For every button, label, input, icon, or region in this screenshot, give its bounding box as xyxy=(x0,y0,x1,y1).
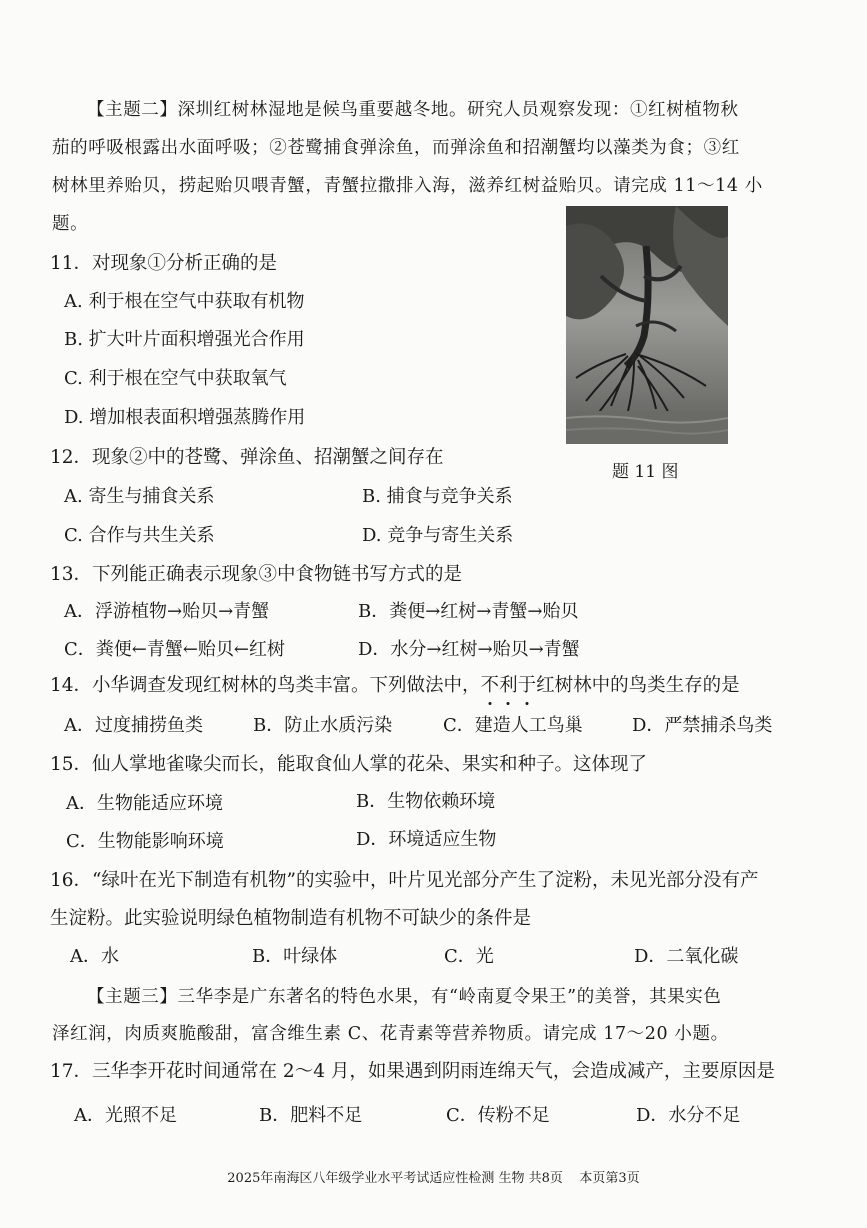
q15-option-a: A．生物能适应环境 xyxy=(66,793,223,814)
q11-option-c: C. 利于根在空气中获取氧气 xyxy=(64,368,287,389)
q12-option-d: D. 竞争与寄生关系 xyxy=(362,525,514,546)
q15-option-b: B．生物依赖环境 xyxy=(356,791,496,812)
theme3-intro-line1: 【主题三】三华李是广东著名的特色水果，有“岭南夏令果王”的美誉，其果实色 xyxy=(87,987,722,1007)
q14-emphasis-2: 利 xyxy=(499,675,518,696)
figure-caption: 题 11 图 xyxy=(612,462,679,482)
q13-option-d: D．水分→红树→贻贝→青蟹 xyxy=(358,639,580,660)
q12-option-b: B. 捕食与竞争关系 xyxy=(362,486,513,507)
q11-option-b: B. 扩大叶片面积增强光合作用 xyxy=(64,329,305,350)
q16-option-d: D．二氧化碳 xyxy=(634,946,739,967)
page-footer: 2025年南海区八年级学业水平考试适应性检测 生物 共8页 本页第3页 xyxy=(227,1171,640,1186)
q17-option-a: A．光照不足 xyxy=(74,1105,177,1126)
q16-stem-line2: 生淀粉。此实验说明绿色植物制造有机物不可缺少的条件是 xyxy=(50,908,532,929)
q12-option-a: A. 寄生与捕食关系 xyxy=(64,486,215,507)
q16-option-a: A．水 xyxy=(70,946,119,967)
mangrove-photo xyxy=(566,206,728,444)
q11-stem: 11．对现象①分析正确的是 xyxy=(50,253,278,274)
q14-option-a: A．过度捕捞鱼类 xyxy=(64,715,203,736)
q16-option-c: C．光 xyxy=(444,946,494,967)
q14-option-c: C．建造人工鸟巢 xyxy=(443,715,583,736)
q14-emphasis-3: 于 xyxy=(517,675,537,696)
q14-option-b: B．防止水质污染 xyxy=(253,715,393,736)
q13-stem: 13．下列能正确表示现象③中食物链书写方式的是 xyxy=(50,564,463,585)
q15-option-c: C．生物能影响环境 xyxy=(66,831,224,852)
theme2-intro-line4: 题。 xyxy=(52,214,89,234)
q12-stem: 12．现象②中的苍鹭、弹涂鱼、招潮蟹之间存在 xyxy=(50,447,444,468)
q14-option-d: D．严禁捕杀鸟类 xyxy=(632,715,773,736)
q16-stem-line1: 16．“绿叶在光下制造有机物”的实验中，叶片见光部分产生了淀粉，未见光部分没有产 xyxy=(50,870,759,891)
q11-option-d: D. 增加根表面积增强蒸腾作用 xyxy=(64,407,306,428)
theme2-intro-line2: 茄的呼吸根露出水面呼吸；②苍鹭捕食弹涂鱼，而弹涂鱼和招潮蟹均以藻类为食；③红 xyxy=(52,138,740,158)
q14-emphasis-1: 不 xyxy=(480,675,500,696)
q17-option-d: D．水分不足 xyxy=(636,1105,741,1126)
q16-option-b: B．叶绿体 xyxy=(252,946,338,967)
theme3-intro-line2: 泽红润，肉质爽脆酸甜，富含维生素 C、花青素等营养物质。请完成 17～20 小题。 xyxy=(52,1024,729,1044)
theme2-intro-line1: 【主题二】深圳红树林湿地是候鸟重要越冬地。研究人员观察发现：①红树植物秋 xyxy=(87,100,739,120)
q17-option-b: B．肥料不足 xyxy=(259,1105,363,1126)
q13-option-b: B．粪便→红树→青蟹→贻贝 xyxy=(358,601,579,622)
theme2-intro-line3: 树林里养贻贝，捞起贻贝喂青蟹，青蟹拉撒排入海，滋养红树益贻贝。请完成 11～14 小 xyxy=(52,176,763,196)
q17-option-c: C．传粉不足 xyxy=(446,1105,550,1126)
q11-option-a: A. 利于根在空气中获取有机物 xyxy=(64,291,305,312)
q15-option-d: D．环境适应生物 xyxy=(356,829,497,850)
q13-option-c: C．粪便←青蟹←贻贝←红树 xyxy=(64,639,286,660)
q14-stem-pre: 14．小华调查发现红树林的鸟类丰富。下列做法中， xyxy=(50,675,481,696)
q17-stem: 17．三华李开花时间通常在 2～4 月，如果遇到阴雨连绵天气，会造成减产，主要原因是 xyxy=(50,1061,775,1082)
q13-option-a: A．浮游植物→贻贝→青蟹 xyxy=(64,601,270,622)
q15-stem: 15．仙人掌地雀喙尖而长，能取食仙人掌的花朵、果实和种子。这体现了 xyxy=(50,754,648,775)
q14-stem xyxy=(50,674,740,698)
q12-option-c: C. 合作与共生关系 xyxy=(64,525,215,546)
q14-stem-post: 红树林中的鸟类生存的是 xyxy=(536,675,740,696)
